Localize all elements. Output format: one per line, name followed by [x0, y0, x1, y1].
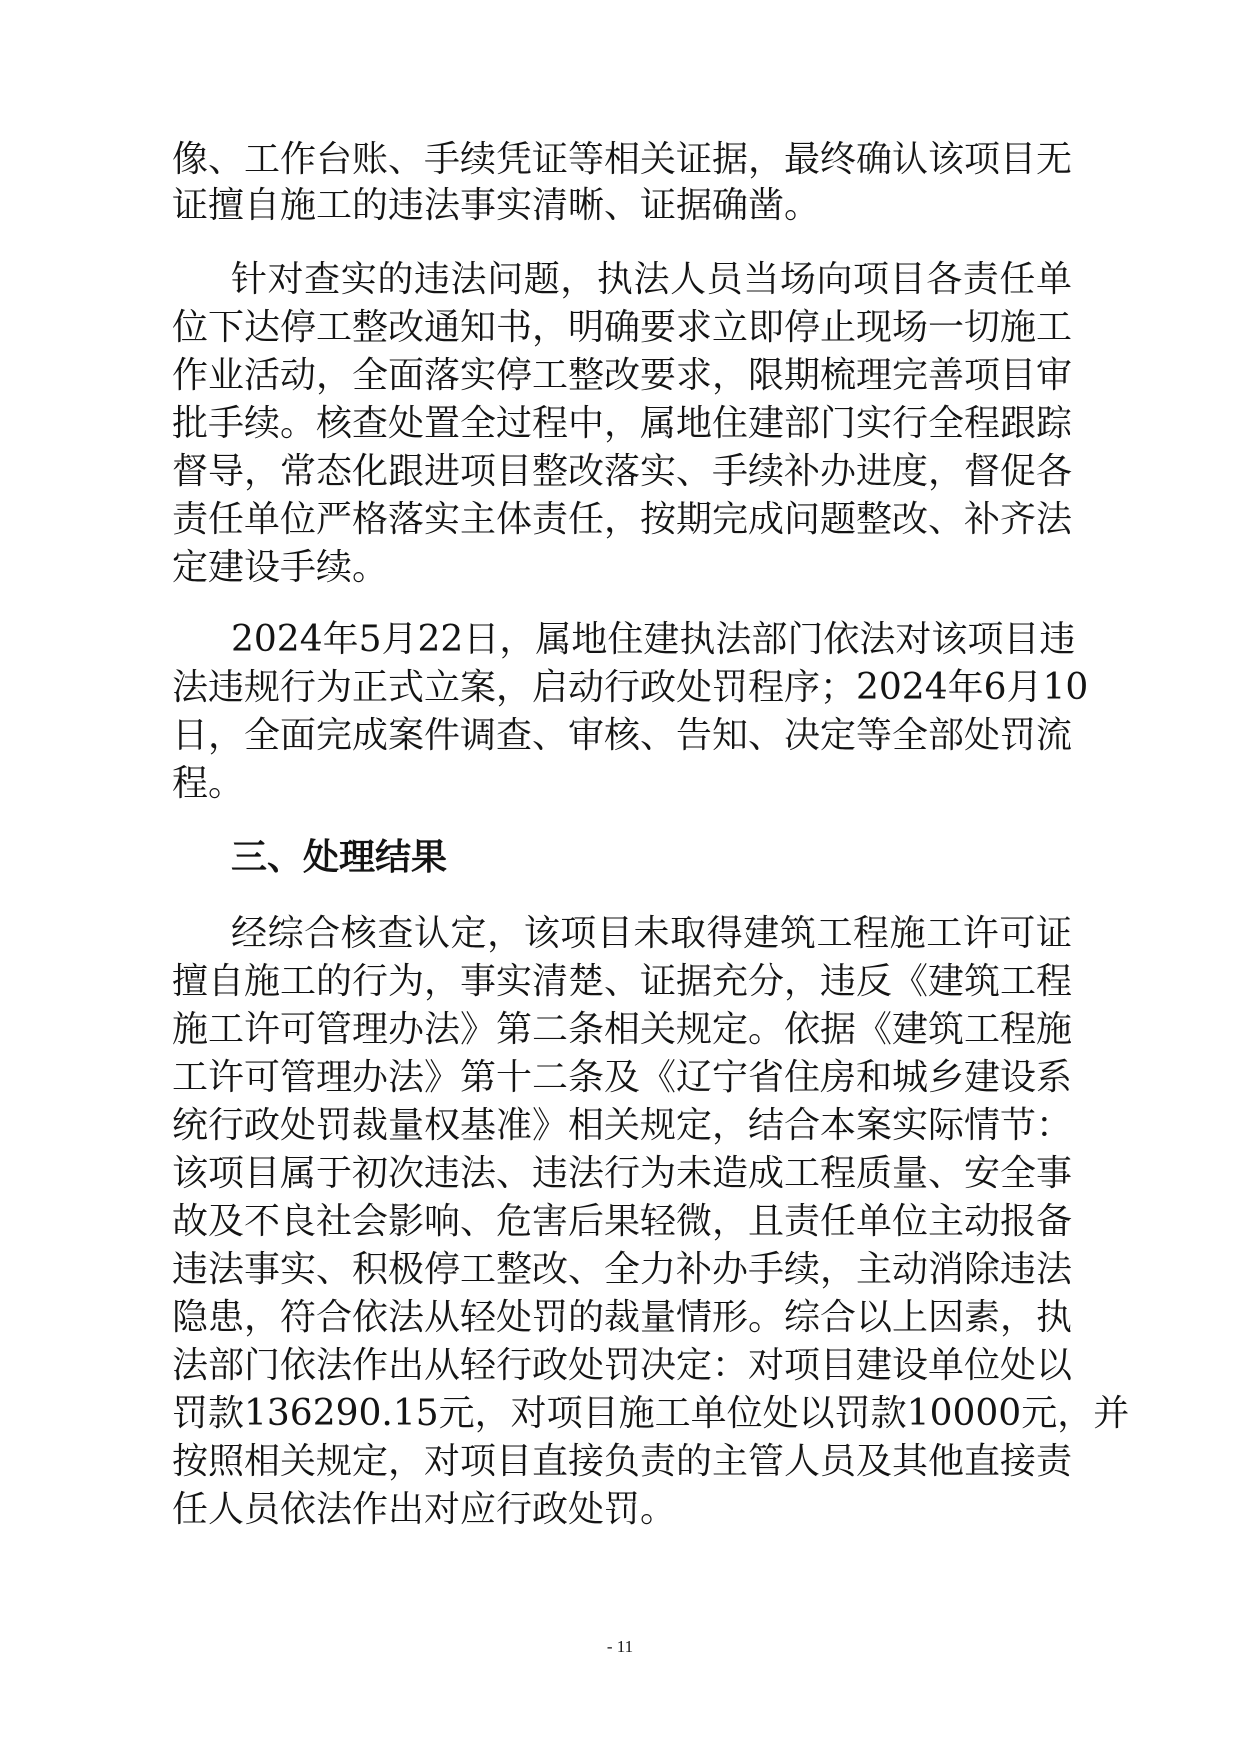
- text-line: 批手续。核查处置全过程中，属地住建部门实行全程跟踪: [172, 403, 1073, 444]
- page-number: - 11: [606, 1637, 634, 1656]
- text-line: 像、工作台账、手续凭证等相关证据，最终确认该项目无: [172, 139, 1073, 180]
- text-line: 经综合核查认定，该项目未取得建筑工程施工许可证: [231, 913, 1072, 954]
- section-heading: 三、处理结果: [231, 837, 448, 878]
- text-line: 违法事实、积极停工整改、全力补办手续，主动消除违法: [172, 1249, 1073, 1290]
- text-line: 证擅自施工的违法事实清晰、证据确凿。: [172, 185, 821, 226]
- text-line: 隐患，符合依法从轻处罚的裁量情形。综合以上因素，执: [172, 1297, 1073, 1338]
- text-line: 法违规行为正式立案，启动行政处罚程序；2024年6月10: [172, 667, 1089, 708]
- text-line: 任人员依法作出对应行政处罚。: [172, 1489, 677, 1530]
- text-line: 统行政处罚裁量权基准》相关规定，结合本案实际情节：: [172, 1105, 1073, 1146]
- text-line: 定建设手续。: [172, 547, 389, 588]
- text-line: 2024年5月22日，属地住建执法部门依法对该项目违: [231, 619, 1076, 660]
- text-line: 该项目属于初次违法、违法行为未造成工程质量、安全事: [172, 1153, 1073, 1194]
- text-line: 按照相关规定，对项目直接负责的主管人员及其他直接责: [172, 1441, 1073, 1482]
- text-line: 法部门依法作出从轻行政处罚决定：对项目建设单位处以: [172, 1345, 1073, 1386]
- text-line: 责任单位严格落实主体责任，按期完成问题整改、补齐法: [172, 499, 1073, 540]
- text-line: 针对查实的违法问题，执法人员当场向项目各责任单: [231, 259, 1072, 300]
- text-line: 程。: [172, 763, 245, 804]
- text-line: 施工许可管理办法》第二条相关规定。依据《建筑工程施: [172, 1009, 1073, 1050]
- text-line: 日，全面完成案件调查、审核、告知、决定等全部处罚流: [172, 715, 1073, 756]
- text-line: 督导，常态化跟进项目整改落实、手续补办进度，督促各: [172, 451, 1073, 492]
- text-line: 故及不良社会影响、危害后果轻微，且责任单位主动报备: [172, 1201, 1073, 1242]
- text-line: 作业活动，全面落实停工整改要求，限期梳理完善项目审: [172, 355, 1073, 396]
- text-line: 擅自施工的行为，事实清楚、证据充分，违反《建筑工程: [172, 961, 1073, 1002]
- text-line: 罚款136290.15元，对项目施工单位处以罚款10000元，并: [172, 1393, 1130, 1434]
- text-line: 位下达停工整改通知书，明确要求立即停止现场一切施工: [172, 307, 1073, 348]
- text-line: 工许可管理办法》第十二条及《辽宁省住房和城乡建设系: [172, 1057, 1073, 1098]
